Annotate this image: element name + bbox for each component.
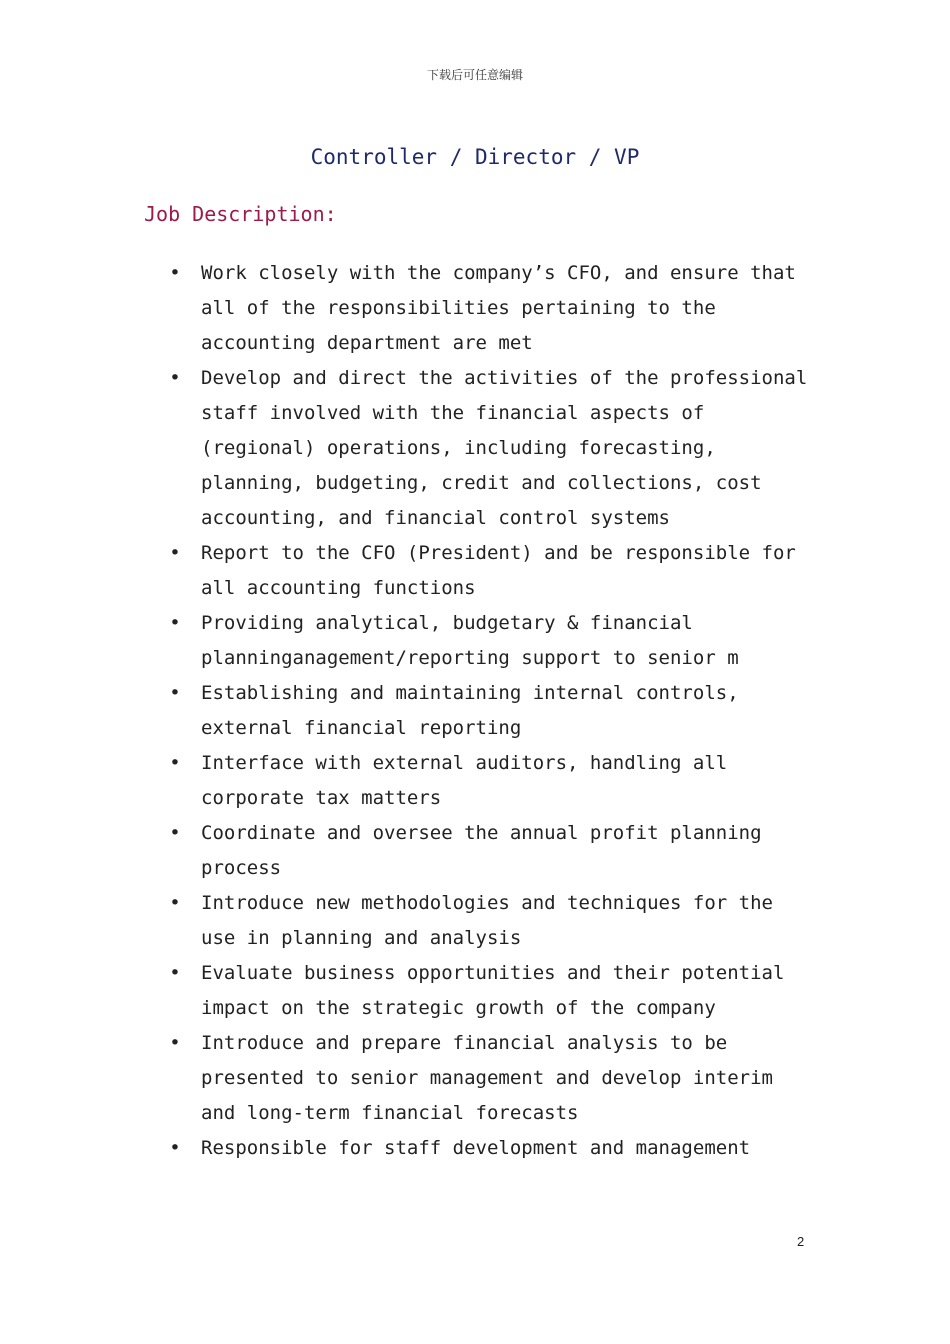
list-item: [168, 256, 818, 361]
header-note: 下载后可任意编辑: [426, 68, 523, 82]
list-item-text: Coordinate and oversee the annual profit planning process: [201, 822, 762, 879]
list-item: [168, 536, 818, 606]
bullet-icon: •: [169, 682, 181, 704]
list-item-text: Interface with external auditors, handling all corporate tax matters: [201, 752, 728, 809]
section-heading: Job Description:: [144, 202, 337, 226]
list-item-text: Develop and direct the activities of the professional staff involved with the financial aspects of (regional) operations, including forecasting, planning, budgeting, credit and collections, cost accounting, and financial control systems: [201, 367, 808, 529]
list-item: [168, 886, 818, 956]
list-item: [168, 1131, 818, 1166]
bullet-icon: •: [169, 752, 181, 774]
list-item-text: Report to the CFO (President) and be responsible for all accounting functions: [201, 542, 796, 599]
bullet-icon: •: [169, 612, 181, 634]
document-title: Controller / Director / VP: [310, 145, 640, 169]
list-item: [168, 676, 818, 746]
list-item-text: Introduce new methodologies and techniques for the use in planning and analysis: [201, 892, 773, 949]
list-item: [168, 746, 818, 816]
list-item: [168, 956, 818, 1026]
bullet-icon: •: [169, 1032, 181, 1054]
bullet-icon: •: [169, 367, 181, 389]
list-item-text: Providing analytical, budgetary & financial planninganagement/reporting support to senior m: [201, 612, 739, 669]
list-item: [168, 816, 818, 886]
job-description-list: [168, 256, 818, 1166]
list-item-text: Work closely with the company’s CFO, and ensure that all of the responsibilities pertaining to the accounting department are met: [201, 262, 796, 354]
list-item: [168, 1026, 818, 1131]
bullet-icon: •: [169, 542, 181, 564]
list-item: [168, 606, 818, 676]
bullet-icon: •: [169, 962, 181, 984]
bullet-icon: •: [169, 1137, 181, 1159]
list-item-text: Responsible for staff development and management: [201, 1137, 751, 1159]
bullet-icon: •: [169, 822, 181, 844]
bullet-icon: •: [169, 892, 181, 914]
list-item-text: Introduce and prepare financial analysis to be presented to senior management and develop interim and long-term financial forecasts: [201, 1032, 773, 1124]
bullet-icon: •: [169, 262, 181, 284]
page-number: 2: [797, 1234, 805, 1249]
list-item-text: Establishing and maintaining internal controls, external financial reporting: [201, 682, 739, 739]
list-item-text: Evaluate business opportunities and their potential impact on the strategic growth of the company: [201, 962, 785, 1019]
list-item: [168, 361, 818, 536]
